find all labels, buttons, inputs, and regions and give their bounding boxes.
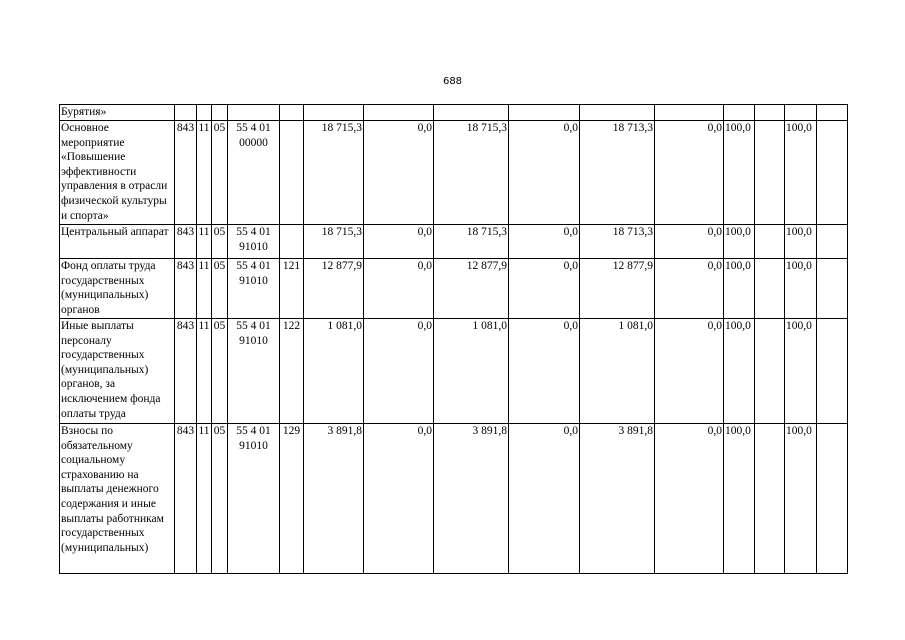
table-row bbox=[60, 319, 848, 424]
subsection-code: 05 bbox=[212, 319, 228, 424]
target-article-code: 55 4 01 91010 bbox=[228, 319, 280, 424]
amount-cell: 18 713,3 bbox=[580, 121, 655, 225]
amount-cell: 0,0 bbox=[364, 225, 434, 259]
expense-type-code: 122 bbox=[280, 319, 304, 424]
amount-cell: 18 715,3 bbox=[304, 121, 364, 225]
amount-cell: 12 877,9 bbox=[434, 259, 509, 319]
table-cell bbox=[434, 105, 509, 121]
table-cell bbox=[655, 105, 724, 121]
amount-cell: 0,0 bbox=[509, 424, 580, 574]
section-code: 11 bbox=[197, 121, 212, 225]
expense-type-code: 129 bbox=[280, 424, 304, 574]
amount-cell: 12 877,9 bbox=[304, 259, 364, 319]
amount-cell: 0,0 bbox=[509, 121, 580, 225]
section-code: 11 bbox=[197, 225, 212, 259]
page-number: 688 bbox=[442, 76, 463, 87]
subsection-code: 05 bbox=[212, 424, 228, 574]
percent-cell: 100,0 bbox=[785, 121, 817, 225]
amount-cell: 0,0 bbox=[509, 225, 580, 259]
table-cell bbox=[197, 105, 212, 121]
section-code: 11 bbox=[197, 259, 212, 319]
amount-cell: 0,0 bbox=[655, 319, 724, 424]
section-code: 11 bbox=[197, 319, 212, 424]
table-cell bbox=[755, 105, 785, 121]
amount-cell: 0,0 bbox=[655, 225, 724, 259]
dept-code: 843 bbox=[175, 121, 197, 225]
subsection-code: 05 bbox=[212, 259, 228, 319]
table-cell bbox=[817, 259, 848, 319]
table-row bbox=[60, 259, 848, 319]
amount-cell: 18 715,3 bbox=[434, 225, 509, 259]
table-row bbox=[60, 225, 848, 259]
amount-cell: 0,0 bbox=[655, 259, 724, 319]
dept-code: 843 bbox=[175, 259, 197, 319]
table-row bbox=[60, 121, 848, 225]
percent-cell: 100,0 bbox=[724, 319, 755, 424]
row-name: Взносы по обязательному социальному страхованию на выплаты денежного содержания и иные выплаты работникам государственных (муниципальных) bbox=[60, 424, 175, 574]
amount-cell: 3 891,8 bbox=[434, 424, 509, 574]
row-name: Основное мероприятие «Повышение эффективности управления в отрасли физической культуры и спорта» bbox=[60, 121, 175, 225]
table-cell bbox=[755, 319, 785, 424]
row-name: Бурятия» bbox=[60, 105, 175, 121]
amount-cell: 0,0 bbox=[364, 121, 434, 225]
percent-cell: 100,0 bbox=[724, 424, 755, 574]
table-cell bbox=[280, 105, 304, 121]
table-row bbox=[60, 424, 848, 574]
dept-code: 843 bbox=[175, 424, 197, 574]
amount-cell: 0,0 bbox=[655, 424, 724, 574]
target-article-code: 55 4 01 91010 bbox=[228, 424, 280, 574]
table-cell bbox=[755, 259, 785, 319]
amount-cell: 1 081,0 bbox=[304, 319, 364, 424]
amount-cell: 18 715,3 bbox=[304, 225, 364, 259]
subsection-code: 05 bbox=[212, 225, 228, 259]
dept-code: 843 bbox=[175, 225, 197, 259]
target-article-code: 55 4 01 91010 bbox=[228, 259, 280, 319]
percent-cell: 100,0 bbox=[785, 259, 817, 319]
percent-cell: 100,0 bbox=[785, 225, 817, 259]
table-cell bbox=[817, 121, 848, 225]
expense-type-code bbox=[280, 225, 304, 259]
budget-table bbox=[59, 104, 848, 574]
amount-cell: 0,0 bbox=[364, 259, 434, 319]
table-cell bbox=[755, 225, 785, 259]
amount-cell: 0,0 bbox=[655, 121, 724, 225]
table-cell bbox=[228, 105, 280, 121]
table-cell bbox=[755, 121, 785, 225]
amount-cell: 12 877,9 bbox=[580, 259, 655, 319]
amount-cell: 1 081,0 bbox=[580, 319, 655, 424]
table-cell bbox=[509, 105, 580, 121]
table-cell bbox=[304, 105, 364, 121]
amount-cell: 0,0 bbox=[509, 259, 580, 319]
table-cell bbox=[175, 105, 197, 121]
amount-cell: 1 081,0 bbox=[434, 319, 509, 424]
table-row bbox=[60, 105, 848, 121]
amount-cell: 18 715,3 bbox=[434, 121, 509, 225]
row-name: Иные выплаты персоналу государственных (муниципальных) органов, за исключением фонда оплаты труда bbox=[60, 319, 175, 424]
table-cell bbox=[785, 105, 817, 121]
amount-cell: 0,0 bbox=[364, 424, 434, 574]
percent-cell: 100,0 bbox=[724, 121, 755, 225]
percent-cell: 100,0 bbox=[724, 225, 755, 259]
percent-cell: 100,0 bbox=[785, 319, 817, 424]
table-cell bbox=[755, 424, 785, 574]
row-name: Фонд оплаты труда государственных (муниципальных) органов bbox=[60, 259, 175, 319]
amount-cell: 0,0 bbox=[364, 319, 434, 424]
amount-cell: 18 713,3 bbox=[580, 225, 655, 259]
table-cell bbox=[817, 424, 848, 574]
table-cell bbox=[580, 105, 655, 121]
section-code: 11 bbox=[197, 424, 212, 574]
amount-cell: 0,0 bbox=[509, 319, 580, 424]
table-cell bbox=[817, 319, 848, 424]
percent-cell: 100,0 bbox=[724, 259, 755, 319]
expense-type-code bbox=[280, 121, 304, 225]
amount-cell: 3 891,8 bbox=[580, 424, 655, 574]
target-article-code: 55 4 01 91010 bbox=[228, 225, 280, 259]
table-cell bbox=[817, 225, 848, 259]
table-cell bbox=[724, 105, 755, 121]
dept-code: 843 bbox=[175, 319, 197, 424]
expense-type-code: 121 bbox=[280, 259, 304, 319]
target-article-code: 55 4 01 00000 bbox=[228, 121, 280, 225]
table-cell bbox=[817, 105, 848, 121]
percent-cell: 100,0 bbox=[785, 424, 817, 574]
amount-cell: 3 891,8 bbox=[304, 424, 364, 574]
table-cell bbox=[364, 105, 434, 121]
table-cell bbox=[212, 105, 228, 121]
row-name: Центральный аппарат bbox=[60, 225, 175, 259]
subsection-code: 05 bbox=[212, 121, 228, 225]
